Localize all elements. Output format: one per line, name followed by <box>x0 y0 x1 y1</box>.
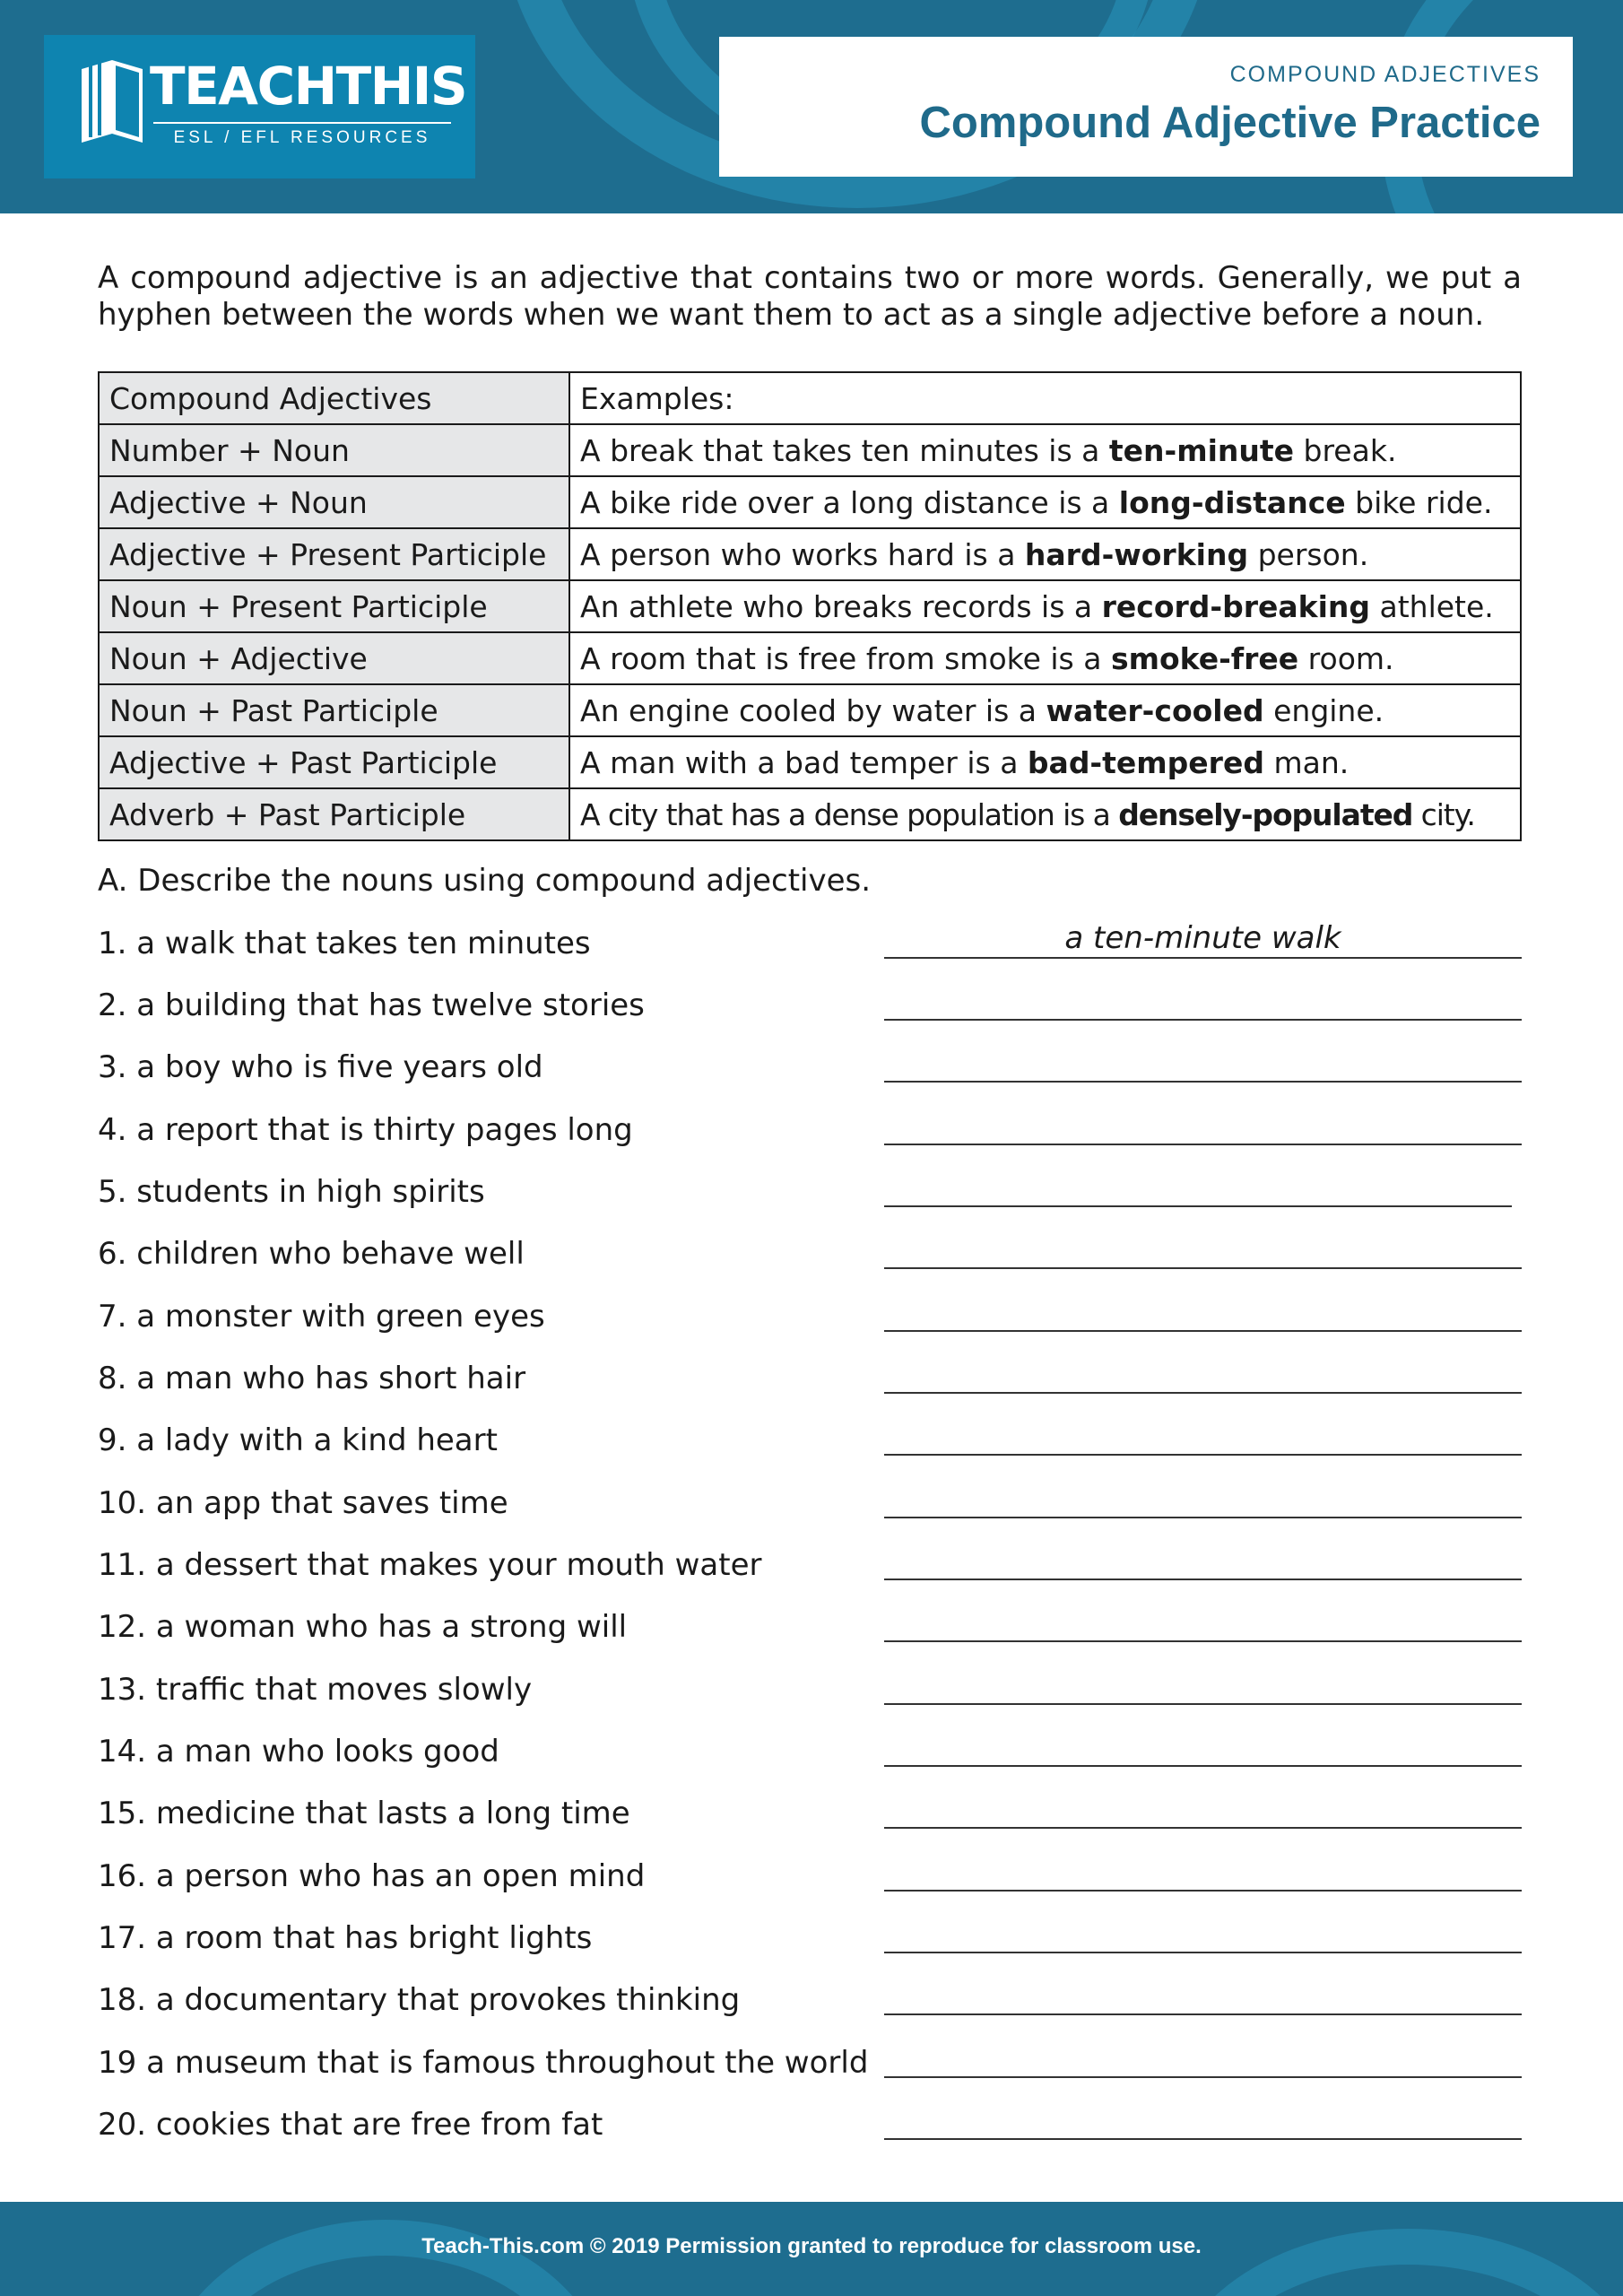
adjective-type-cell: Noun + Adjective <box>99 632 569 684</box>
table-row <box>99 528 1521 580</box>
exercise-item: 15. medicine that lasts a long time <box>98 1796 630 1831</box>
table-row <box>99 424 1521 476</box>
example-text: person. <box>1248 536 1369 572</box>
example-compound: smoke-free <box>1110 640 1299 676</box>
example-cell <box>569 736 1521 788</box>
example-compound: record-breaking <box>1101 588 1371 624</box>
example-compound: ten-minute <box>1108 432 1295 468</box>
adjective-type-cell: Adjective + Noun <box>99 476 569 528</box>
example-compound: long-distance <box>1118 484 1346 520</box>
answer-line[interactable] <box>884 1827 1522 1829</box>
answer-line[interactable] <box>884 2076 1522 2078</box>
exercise-item: 16. a person who has an open mind <box>98 1858 646 1894</box>
example-cell <box>569 684 1521 736</box>
answer-line[interactable] <box>884 1392 1522 1394</box>
example-cell <box>569 528 1521 580</box>
example-text: A city that has a dense population is a <box>580 796 1119 832</box>
answer-line[interactable] <box>884 1640 1522 1642</box>
exercise-item: 17. a room that has bright lights <box>98 1920 593 1956</box>
example-text: A person who works hard is a <box>580 536 1025 572</box>
adjective-type-cell: Adjective + Present Participle <box>99 528 569 580</box>
exercise-item: 2. a building that has twelve stories <box>98 987 645 1023</box>
example-text: A man with a bad temper is a <box>580 744 1028 780</box>
answer-line[interactable] <box>884 957 1522 959</box>
adjective-type-cell: Noun + Present Participle <box>99 580 569 632</box>
example-compound: hard-working <box>1024 536 1249 572</box>
example-answer: a ten-minute walk <box>1064 920 1341 956</box>
answer-line[interactable] <box>884 1517 1522 1518</box>
answer-line[interactable] <box>884 1330 1522 1332</box>
exercise-item: 10. an app that saves time <box>98 1485 508 1521</box>
example-text: city. <box>1412 796 1475 832</box>
answer-line[interactable] <box>884 1205 1512 1207</box>
answer-line[interactable] <box>884 2013 1522 2015</box>
intro-paragraph: A compound adjective is an adjective that contains two or more words. Generally, we put a hyphen between the words when we want them to act as a single adjective before a noun. <box>98 260 1522 333</box>
compound-adjective-table <box>98 371 1522 841</box>
adjective-type-cell: Adverb + Past Participle <box>99 788 569 840</box>
example-text: A break that takes ten minutes is a <box>580 432 1109 468</box>
answer-line[interactable] <box>884 1703 1522 1705</box>
exercise-item: 18. a documentary that provokes thinking <box>98 1982 741 2018</box>
answer-line[interactable] <box>884 1081 1522 1083</box>
table-header-row <box>99 372 1521 424</box>
example-compound: water-cooled <box>1046 692 1264 728</box>
exercise-item: 3. a boy who is five years old <box>98 1049 543 1085</box>
logo-tagline: ESL / EFL RESOURCES <box>173 128 431 147</box>
answer-line[interactable] <box>884 1019 1522 1021</box>
answer-line[interactable] <box>884 1765 1522 1767</box>
logo <box>44 35 475 178</box>
example-text: engine. <box>1263 692 1384 728</box>
table-row <box>99 476 1521 528</box>
example-cell <box>569 476 1521 528</box>
logo-wordmark: TEACHTHIS <box>150 56 467 117</box>
exercise-item: 12. a woman who has a strong will <box>98 1609 628 1645</box>
example-text: man. <box>1263 744 1350 780</box>
answer-line[interactable] <box>884 2138 1522 2140</box>
exercise-item: 13. traffic that moves slowly <box>98 1672 533 1708</box>
example-compound: bad-tempered <box>1027 744 1264 780</box>
example-text: An athlete who breaks records is a <box>580 588 1102 624</box>
title-panel <box>719 37 1573 177</box>
exercise-item: 8. a man who has short hair <box>98 1361 526 1396</box>
example-cell <box>569 632 1521 684</box>
example-cell <box>569 788 1521 840</box>
table-header-cell: Compound Adjectives <box>99 372 569 424</box>
example-text: break. <box>1294 432 1397 468</box>
answer-line[interactable] <box>884 1144 1522 1145</box>
adjective-type-cell: Adjective + Past Participle <box>99 736 569 788</box>
example-text: An engine cooled by water is a <box>580 692 1046 728</box>
logo-divider <box>153 122 451 124</box>
answer-line[interactable] <box>884 1578 1522 1580</box>
exercise-item: 1. a walk that takes ten minutes <box>98 926 591 961</box>
exercise-item: 14. a man who looks good <box>98 1734 499 1770</box>
example-cell <box>569 424 1521 476</box>
table-header-cell: Examples: <box>569 372 1521 424</box>
answer-line[interactable] <box>884 1454 1522 1456</box>
exercise-item: 6. children who behave well <box>98 1236 525 1272</box>
table-row <box>99 684 1521 736</box>
exercise-item: 11. a dessert that makes your mouth water <box>98 1547 762 1583</box>
answer-line[interactable] <box>884 1890 1522 1892</box>
exercise-item: 19 a museum that is famous throughout the world <box>98 2045 869 2081</box>
adjective-type-cell: Number + Noun <box>99 424 569 476</box>
answer-line[interactable] <box>884 1267 1522 1269</box>
exercise-item: 4. a report that is thirty pages long <box>98 1112 633 1148</box>
exercise-item: 5. students in high spirits <box>98 1174 485 1210</box>
example-text: A room that is free from smoke is a <box>580 640 1111 676</box>
example-cell <box>569 580 1521 632</box>
example-text: bike ride. <box>1345 484 1493 520</box>
answer-line[interactable] <box>884 1952 1522 1953</box>
exercise-item: 7. a monster with green eyes <box>98 1299 545 1335</box>
table-row <box>99 580 1521 632</box>
example-text: room. <box>1298 640 1394 676</box>
adjective-type-cell: Noun + Past Participle <box>99 684 569 736</box>
page-title: Compound Adjective Practice <box>919 99 1541 147</box>
copyright-notice: Teach-This.com © 2019 Permission granted to reproduce for classroom use. <box>421 2234 1202 2258</box>
table-row <box>99 788 1521 840</box>
table-row <box>99 736 1521 788</box>
exercise-instruction: A. Describe the nouns using compound adjectives. <box>98 863 872 899</box>
page-kicker: COMPOUND ADJECTIVES <box>1229 62 1541 87</box>
book-icon <box>76 57 148 146</box>
page-footer <box>0 2202 1623 2296</box>
exercise-item: 9. a lady with a kind heart <box>98 1422 498 1458</box>
exercise-item: 20. cookies that are free from fat <box>98 2107 603 2143</box>
page-header <box>0 0 1623 213</box>
table-row <box>99 632 1521 684</box>
example-text: athlete. <box>1370 588 1494 624</box>
example-text: A bike ride over a long distance is a <box>580 484 1119 520</box>
example-compound: densely-populated <box>1118 796 1413 832</box>
